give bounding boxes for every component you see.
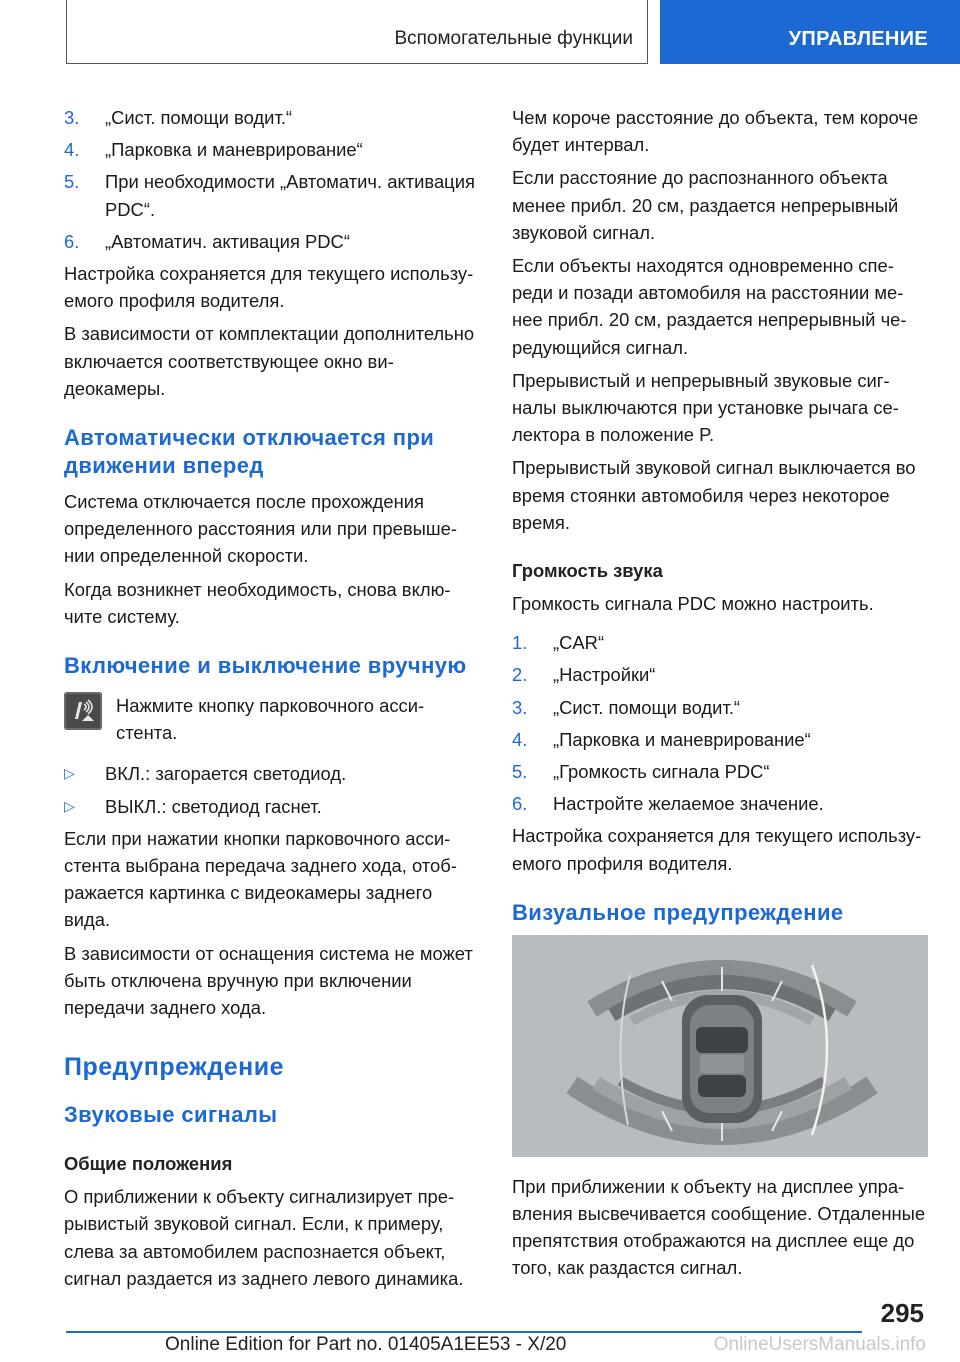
heading-warning: Предупреждение bbox=[64, 1053, 285, 1082]
paragraph: Настройка сохраняется для текущего используемого профиля водителя. bbox=[64, 263, 474, 312]
heading-volume: Громкость звука bbox=[512, 560, 663, 582]
paragraph: Прерывистый и непрерывный звуковые сигналы выключаются при установке рычага селектора в положение P. bbox=[512, 369, 899, 446]
list-item: 3. „Сист. помощи водит.“ bbox=[512, 696, 741, 718]
heading-auto-off: Автоматически отключается при движении вперед bbox=[64, 425, 435, 479]
volume-steps-list bbox=[512, 629, 926, 817]
list-item: 5. „Громкость сигнала PDC“ bbox=[512, 761, 770, 783]
paragraph: Громкость сигнала PDC можно настроить. bbox=[512, 593, 874, 615]
park-assist-button-icon bbox=[64, 692, 102, 730]
list-item: 6. „Автоматич. активация PDC“ bbox=[64, 230, 350, 252]
list-item: ▷ ВЫКЛ.: светодиод гаснет. bbox=[64, 793, 478, 820]
left-column bbox=[64, 104, 478, 1298]
heading-manual: Включение и выключение вручную bbox=[64, 653, 467, 679]
park-assist-button-instruction bbox=[64, 692, 478, 746]
footer-divider bbox=[66, 1331, 862, 1333]
heading-general: Общие положения bbox=[64, 1153, 233, 1175]
paragraph: Когда возникнет необходимость, снова включите систему. bbox=[64, 578, 451, 627]
watermark: OnlineUsersManuals.info bbox=[713, 1334, 926, 1355]
list-item: 4. „Парковка и маневрирование“ bbox=[512, 728, 811, 750]
paragraph: Если при нажатии кнопки парковочного ассистента выбрана передача заднего хода, отображается картинка с видеокамеры заднего вида. bbox=[64, 827, 457, 931]
header-section-title: Вспомогательные функции bbox=[394, 28, 633, 49]
settings-steps-list bbox=[64, 104, 478, 255]
paragraph: Если расстояние до распознанного объекта менее прибл. 20 см, раздается непрерывный звуковой сигнал. bbox=[512, 167, 899, 243]
pdc-display-illustration bbox=[512, 935, 928, 1157]
paragraph: Чем короче расстояние до объекта, тем короче будет интервал. bbox=[512, 107, 919, 156]
list-item: 3. „Сист. помощи водит.“ bbox=[64, 107, 293, 128]
header-chapter-title: УПРАВЛЕНИЕ bbox=[788, 28, 928, 50]
button-instruction-text: Нажмите кнопку парковочного ассистента. bbox=[116, 695, 425, 744]
list-item: 6. Настройте желаемое значение. bbox=[512, 793, 824, 815]
footer-edition: Online Edition for Part no. 01405A1EE53 - X/20 bbox=[165, 1334, 567, 1355]
paragraph: Настройка сохраняется для текущего используемого профиля водителя. bbox=[512, 825, 922, 874]
paragraph: О приближении к объекту сигнализирует прерывистый звуковой сигнал. Если, к примеру, слева за автомобилем распознается объект, сигнал раздается из заднего левого динамика. bbox=[64, 1186, 464, 1289]
list-item: 2. „Настройки“ bbox=[512, 664, 656, 686]
heading-visual-warning: Визуальное предупреждение bbox=[512, 899, 844, 925]
page-number: 295 bbox=[880, 1298, 924, 1328]
parking-sensor-graphic bbox=[512, 935, 928, 1157]
paragraph: Система отключается после прохождения определенного расстояния или при превышении определенной скорости. bbox=[64, 491, 457, 567]
list-item: ▷ ВКЛ.: загорается светодиод. bbox=[64, 760, 478, 787]
list-item: 4. „Парковка и маневрирование“ bbox=[64, 139, 363, 161]
right-column bbox=[512, 104, 926, 1288]
triangle-bullet-icon: ▷ bbox=[64, 765, 75, 782]
list-item: 1. „CAR“ bbox=[512, 632, 605, 654]
paragraph: Прерывистый звуковой сигнал выключается во время стоянки автомобиля через некоторое время. bbox=[512, 457, 916, 533]
triangle-bullet-icon: ▷ bbox=[64, 797, 75, 814]
list-item: 5. При необходимости „Автоматич. активация PDC“. bbox=[64, 171, 475, 220]
paragraph: Если объекты находятся одновременно спереди и позади автомобиля на расстоянии менее прибл. 20 см, раздается непрерывный чередующийся сигнал. bbox=[512, 255, 907, 358]
paragraph: При приближении к объекту на дисплее управления высвечивается сообщение. Отдаленные препятствия отображаются на дисплее еще до того, как раздастся сигнал. bbox=[512, 1175, 926, 1279]
heading-sound-signals: Звуковые сигналы bbox=[64, 1102, 278, 1128]
header-chapter-box bbox=[660, 0, 960, 64]
header-section-box bbox=[66, 0, 648, 64]
paragraph: В зависимости от оснащения система не может быть отключена вручную при включении передачи заднего хода. bbox=[64, 942, 473, 1019]
paragraph: В зависимости от комплектации дополнительно включается соответствующее окно видеокамеры. bbox=[64, 323, 475, 399]
